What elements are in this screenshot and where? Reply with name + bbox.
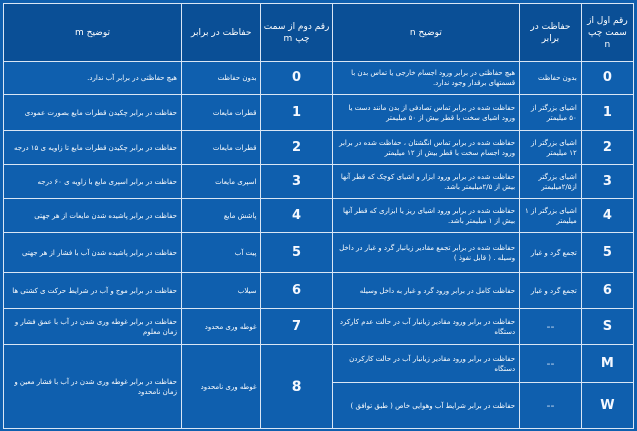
desc-n: حفاظت شده در برابر تجمع مقادیر زیانبار گرد و غبار در داخل وسیله . ( قابل نفوذ ): [332, 233, 519, 273]
second-digit-code: 2: [261, 131, 332, 165]
first-digit-code: M: [581, 345, 633, 383]
second-protection: غوطه وری نامحدود: [182, 345, 261, 429]
desc-n: حفاظت شده در برابر ورود ابزار و اشیای کوچک که قطر آنها بیش از ۲/۵میلیمتر باشد.: [332, 165, 519, 199]
desc-m: حفاظت در برابر چکیدن قطرات مایع تا زاویه ی ۱۵ درجه: [4, 131, 182, 165]
first-protection: اشیای بزرگتر از۲/۵میلیمتر: [520, 165, 582, 199]
desc-n: حفاظت شده در برابر تماس انگشتان ، حفاظت شده در برابر ورود اجسام سخت با قطر بیش از ۱۲ میلیمتر: [332, 131, 519, 165]
first-digit-code: 0: [581, 62, 633, 95]
desc-m: حفاظت در برابر موج و آب در شرایط حرکت ی کشتی ها: [4, 273, 182, 309]
first-digit-code: 6: [581, 273, 633, 309]
ip-rating-table: [3, 3, 634, 429]
header-desc-n: توضیح n: [332, 4, 519, 62]
table-row: [4, 273, 634, 309]
first-digit-code: 4: [581, 199, 633, 233]
desc-n: حفاظت در برابر ورود مقادیر زیانبار آب در حالت کارکردن دستگاه: [332, 345, 519, 383]
first-digit-code: 3: [581, 165, 633, 199]
second-digit-code: 3: [261, 165, 332, 199]
header-second-digit: رقم دوم از سمت چپ m: [261, 4, 332, 62]
table-row: [4, 345, 634, 383]
header-row: [4, 4, 634, 62]
first-digit-code: 1: [581, 95, 633, 131]
first-protection: --: [520, 309, 582, 345]
desc-m: حفاظت در برابر غوطه وری شدن در آب با فشار معین و زمان نامحدود: [4, 345, 182, 429]
header-first-protection: حفاظت در برابر: [520, 4, 582, 62]
table-row: [4, 62, 634, 95]
second-digit-code: 0: [261, 62, 332, 95]
first-protection: تجمع گرد و غبار: [520, 233, 582, 273]
second-protection: سیلاب: [182, 273, 261, 309]
second-protection: قطرات مایعات: [182, 95, 261, 131]
first-protection: --: [520, 383, 582, 429]
header-desc-m: توضیح m: [4, 4, 182, 62]
first-protection: اشیای بزرگتر از ۵۰ میلیمتر: [520, 95, 582, 131]
first-digit-code: S: [581, 309, 633, 345]
header-second-protection: حفاظت در برابر: [182, 4, 261, 62]
desc-m: حفاظت در برابر پاشیده شدن آب با فشار از هر جهتی: [4, 233, 182, 273]
desc-m: هیچ حفاظتی در برابر آب ندارد.: [4, 62, 182, 95]
desc-n: هیچ حفاظتی در برابر ورود اجسام خارجی یا تماس بدن با قسمتهای برقدار وجود ندارد.: [332, 62, 519, 95]
second-digit-code: 6: [261, 273, 332, 309]
table-row: [4, 233, 634, 273]
first-protection: --: [520, 345, 582, 383]
desc-m: حفاظت در برابر اسپری مایع با زاویه ی ۶۰ درجه: [4, 165, 182, 199]
table-row: [4, 95, 634, 131]
desc-m: حفاظت در برابر غوطه وری شدن در آب با عمق فشار و زمان معلوم: [4, 309, 182, 345]
second-digit-code: 5: [261, 233, 332, 273]
second-digit-code: 4: [261, 199, 332, 233]
second-protection: بدون حفاظت: [182, 62, 261, 95]
table-row: [4, 165, 634, 199]
first-digit-code: 5: [581, 233, 633, 273]
second-protection: پاشش مایع: [182, 199, 261, 233]
second-digit-code: 7: [261, 309, 332, 345]
table-row: [4, 309, 634, 345]
second-protection: غوطه وری محدود: [182, 309, 261, 345]
first-protection: بدون حفاظت: [520, 62, 582, 95]
first-protection: اشیای بزرگتر از ۱۲ میلیمتر: [520, 131, 582, 165]
table-row: [4, 199, 634, 233]
desc-n: حفاظت در برابر شرایط آب وهوایی خاص ( طبق توافق ): [332, 383, 519, 429]
desc-m: حفاظت در برابر چکیدن قطرات مایع بصورت عمودی: [4, 95, 182, 131]
header-first-digit: رقم اول از سمت چپ n: [581, 4, 633, 62]
second-digit-code: 8: [261, 345, 332, 429]
desc-n: حفاظت شده در برابر ورود اشیای ریز یا ابزاری که قطر آنها بیش از ۱ میلیمتر باشد.: [332, 199, 519, 233]
second-protection: قطرات مایعات: [182, 131, 261, 165]
second-protection: اسپری مایعات: [182, 165, 261, 199]
desc-m: حفاظت در برابر پاشیده شدن مایعات از هر جهتی: [4, 199, 182, 233]
first-protection: اشیای بزرگتر از ۱ میلیمتر: [520, 199, 582, 233]
first-protection: تجمع گرد و غبار: [520, 273, 582, 309]
first-digit-code: W: [581, 383, 633, 429]
desc-n: حفاظت کامل در برابر ورود گرد و غبار به داخل وسیله: [332, 273, 519, 309]
desc-n: حفاظت در برابر ورود مقادیر زیانبار آب در حالت عدم کارکرد دستگاه: [332, 309, 519, 345]
second-protection: پیت آب: [182, 233, 261, 273]
first-digit-code: 2: [581, 131, 633, 165]
table-row: [4, 131, 634, 165]
desc-n: حفاظت شده در برابر تماس تصادفی از بدن مانند دست یا ورود اشیای سخت با قطر بیش از ۵۰ میلیمتر: [332, 95, 519, 131]
second-digit-code: 1: [261, 95, 332, 131]
